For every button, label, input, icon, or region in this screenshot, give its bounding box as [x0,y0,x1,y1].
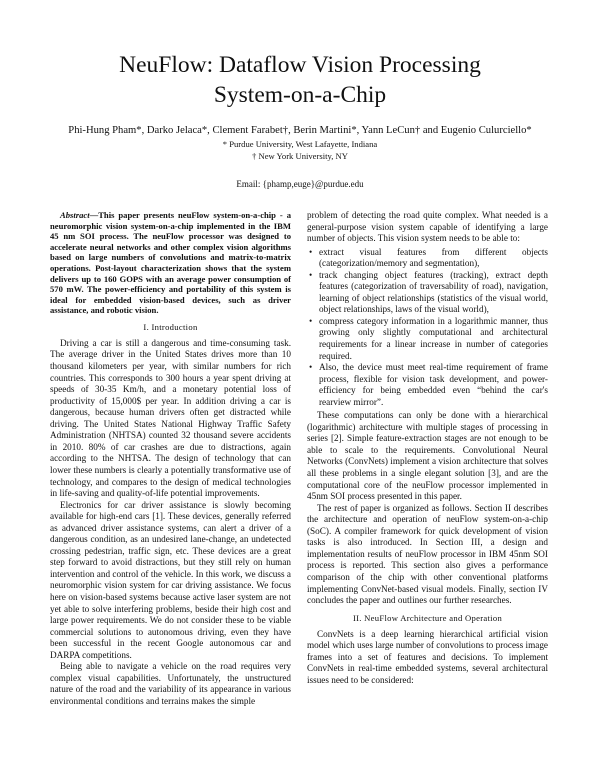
affiliation-nyu: † New York University, NY [252,151,348,161]
contact-email: Email: {phamp,euge}@purdue.edu [236,179,364,189]
list-item: • extract visual features from different objects (categorization/memory and segmentation), [309,246,548,269]
abstract-label: Abstract— [60,210,99,220]
affiliation-purdue: * Purdue University, West Lafayette, Indiana [222,139,378,149]
list-item: • Also, the device must meet real-time requirement of frame process, flexible for vision task development, and power-efficiency for being embedded even “behind the car's rearview mirror”. [309,362,548,407]
bullet-icon: • [309,362,313,373]
requirements-list [307,247,548,409]
list-item: • compress category information in a logarithmic manner, thus growing only slightly computational and architectural requirements for a linear increase in number of categories required. [309,315,548,361]
bullet-icon: • [309,269,313,280]
section-heading-introduction: I. Introduction [143,321,198,332]
intro-paragraph-3-continued: problem of detecting the road quite complex. What needed is a general-purpose vision system capable of identifying a large number of objects. This vision system needs to be able to: [307,210,548,244]
section-heading-architecture: II. NeuFlow Architecture and Operation [352,612,503,623]
paper-title-line-2: System-on-a-Chip [213,82,387,108]
architecture-paragraph-1: ConvNets is a deep learning hierarchical artificial vision model which uses large number of convolutions to process image frames into a set of features and decisions. To implement ConvNets in real-time embedded systems, several architectural issues need to be considered: [307,628,548,685]
author-list: Phi-Hung Pham*, Darko Jelaca*, Clement Farabet†, Berin Martini*, Yann LeCun† and Eugenio Culurciello* [68,125,532,136]
bullet-icon: • [309,315,313,326]
intro-paragraph-2: Electronics for car driver assistance is slowly becoming available for high-end cars [1]. These devices, generally referred as advanced driver assistance systems, can alert a driver of a dangerous condition, as an undesired lane-change, an undetected crossing pedestrian, traffic sign, etc. These devices are a great step forward to avoid distractions, but they still rely on human intervention and control of the vehicle. In this work, we discuss a neuromorphic vision system for car driving assistance. We focus here on vision-based systems because active laser system are not yet able to solve interfering problems, beside their high cost and large power requirements. We do not consider these to be viable commercial solutions to autonomous driving, even they have been successful in the recent Google autonomous car and DARPA competitions. [50,499,291,660]
intro-paragraph-3: Being able to navigate a vehicle on the road requires very complex visual capabilities. Unfortunately, the unstructured nature of the road and the variability of its appearance in various environmental conditions and terrains makes the simple [50,661,291,706]
intro-paragraph-1: Driving a car is still a dangerous and time-consuming task. The average driver in the United States drives more than 10 thousand kilometers per year, with similar numbers for rich countries. This corresponds to 300 hours a year spent driving at speeds of 30-35 Km/h, and a monetary potential loss of productivity of 15,000$ per year. In addition driving a car is dangerous, because human drivers often get distracted while driving. The United States National Highway Traffic Safety Administration (NHTSA) counted 32 thousand severe accidents in 2010. 80% of car crashes are due to distractions, again according to the NHTSA. The design of technology that can lower these numbers is clearly a potentially transformative use of technology, and compares to the design of medical technologies in life-saving and quality-of-life potential improvements. [50,337,291,499]
intro-paragraph-4: These computations can only be done with a hierarchical (logarithmic) architecture with multiple stages of processing in series [2]. Simple feature-extraction stages are not enough to be able to scale to the requirements. Convolutional Neural Networks (ConvNets) implement a vision architecture that solves all these problems in a single elegant solution [3], and are the computational core of the neuFlow processor implemented in 45nm SOI process presented in this paper. [307,410,548,502]
intro-paragraph-5: The rest of paper is organized as follows. Section II describes the architecture and operation of neuFlow system-on-a-chip (SoC). A compiler framework for quick development of vision tasks is also introduced. In Section III, a design and implementation results of neuFlow processor in IBM 45nm SOI process is reported. This section also gives a performance comparison of the chip with other conventional platforms implementing ConvNet-based visual models. Finally, section IV concludes the paper and outlines our further researches. [307,502,548,606]
abstract [50,210,291,316]
bullet-icon: • [309,246,313,257]
list-item: • track changing object features (tracking), extract depth features (categorization of traversability of road), navigation, learning of object relationships (statistics of the visual world, object relationships, laws of the visual world), [309,269,548,315]
right-column [307,210,548,686]
paper-title-line-1: NeuFlow: Dataflow Vision Processing [119,52,481,78]
left-column [50,210,291,707]
abstract-text: This paper presents neuFlow system-on-a-chip - a neuromorphic vision system-on-a-chip implemented in the IBM 45 nm SOI process. The neuFlow processor was designed to accelerate neural networks and other complex vision algorithms based on large numbers of convolutions and matrix-to-matrix operations. Post-layout characterization shows that the system delivers up to 160 GOPS with an average power consumption of 570 mW. The power-efficiency and portability of this system is ideal for embedded vision-based devices, such as driver assistance, and robotic vision. [50,210,291,316]
